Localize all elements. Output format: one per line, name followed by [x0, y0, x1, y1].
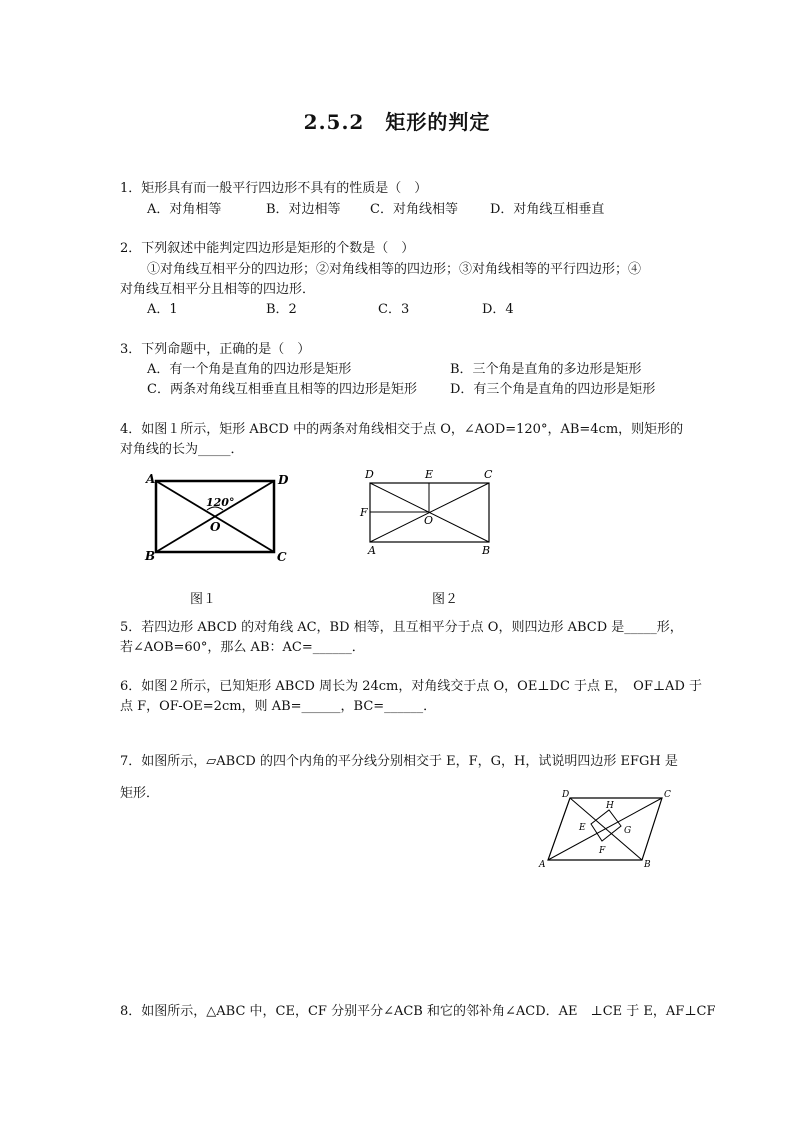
q2-option-a: A．1 [147, 302, 178, 317]
q6-line1: 6．如图２所示，已知矩形 ABCD 周长为 24cm，对角线交于点 O，OE⊥DC 于点 E， OF⊥AD 于 [120, 679, 703, 694]
figure-3-parallelogram [536, 786, 676, 872]
fig1-label-o: O [210, 520, 221, 534]
q3-option-d: D．有三个角是直角的四边形是矩形 [450, 382, 656, 397]
fig2-label-e: E [425, 468, 434, 481]
q7-line2: 矩形． [120, 786, 160, 801]
fig2-label-c: C [484, 468, 493, 481]
fig2-label-a: A [368, 544, 376, 557]
q1-option-a: A．对角相等 [147, 202, 222, 217]
q2-option-c: C．3 [378, 302, 410, 317]
figure-1-caption: 图１ [190, 592, 217, 607]
q3-option-a: A．有一个角是直角的四边形是矩形 [147, 362, 352, 377]
q2-line2: ①对角线互相平分的四边形；②对角线相等的四边形；③对角线相等的平行四边形；④ [147, 262, 642, 277]
page-title: 2.5.2 矩形的判定 [303, 110, 491, 134]
q1-option-c: C．对角线相等 [370, 202, 458, 217]
q5-line2: 若∠AOB=60°，那么 AB：AC=______． [120, 640, 365, 655]
fig3-label-f: F [599, 846, 606, 856]
q1-option-d: D．对角线互相垂直 [490, 202, 605, 217]
fig3-label-e: E [579, 823, 586, 833]
q8-line1: 8．如图所示，△ABC 中，CE，CF 分别平分∠ACB 和它的邻补角∠ACD．AE ⊥CE 于 E，AF⊥CF [120, 1004, 716, 1019]
q2-line3: 对角线互相平分且相等的四边形． [120, 282, 316, 297]
figure-3-svg [536, 786, 676, 872]
q1-stem: 1．矩形具有而一般平行四边形不具有的性质是（ ） [120, 181, 428, 196]
fig2-label-d: D [365, 468, 374, 481]
q5-line1: 5．若四边形 ABCD 的对角线 AC，BD 相等，且互相平分于点 O，则四边形 ABCD 是_____形， [120, 620, 683, 635]
fig1-label-c: C [277, 550, 287, 564]
figure-1-rectangle [140, 470, 300, 570]
fig3-label-b: B [644, 860, 651, 870]
fig3-label-a: A [539, 860, 546, 870]
fig2-label-f: F [360, 506, 368, 519]
fig2-label-b: B [482, 544, 491, 557]
figure-2-rectangle [358, 466, 498, 558]
q4-line1: 4．如图１所示，矩形 ABCD 中的两条对角线相交于点 O，∠AOD=120°，AB=4cm，则矩形的 [120, 422, 684, 437]
fig3-label-d: D [562, 790, 570, 800]
fig3-label-h: H [606, 801, 614, 811]
q1-option-b: B．对边相等 [266, 202, 341, 217]
q2-option-d: D．4 [482, 302, 514, 317]
fig1-label-b: B [145, 549, 156, 563]
figure-2-caption: 图２ [432, 592, 459, 607]
q3-option-b: B．三个角是直角的多边形是矩形 [450, 362, 642, 377]
q7-line1: 7．如图所示，▱ABCD 的四个内角的平分线分别相交于 E，F，G，H，试说明四边形 EFGH 是 [120, 754, 678, 769]
fig1-label-a: A [146, 472, 156, 486]
fig3-rectangle-efgh [591, 810, 621, 841]
fig3-label-g: G [624, 826, 632, 836]
q3-option-c: C．两条对角线互相垂直且相等的四边形是矩形 [147, 382, 417, 397]
q6-line2: 点 F，OF-OE=2cm，则 AB=______，BC=______． [120, 699, 437, 714]
q2-stem: 2．下列叙述中能判定四边形是矩形的个数是（ ） [120, 241, 415, 256]
q3-stem: 3．下列命题中，正确的是（ ） [120, 342, 311, 357]
fig3-label-c: C [664, 790, 671, 800]
figure-2-svg [358, 466, 498, 558]
q4-line2: 对角线的长为_____． [120, 442, 244, 457]
fig1-angle-label: 120° [206, 496, 235, 509]
fig1-label-d: D [278, 473, 289, 487]
figure-1-svg [140, 470, 300, 570]
q2-option-b: B．2 [266, 302, 297, 317]
fig2-label-o: O [424, 514, 434, 527]
